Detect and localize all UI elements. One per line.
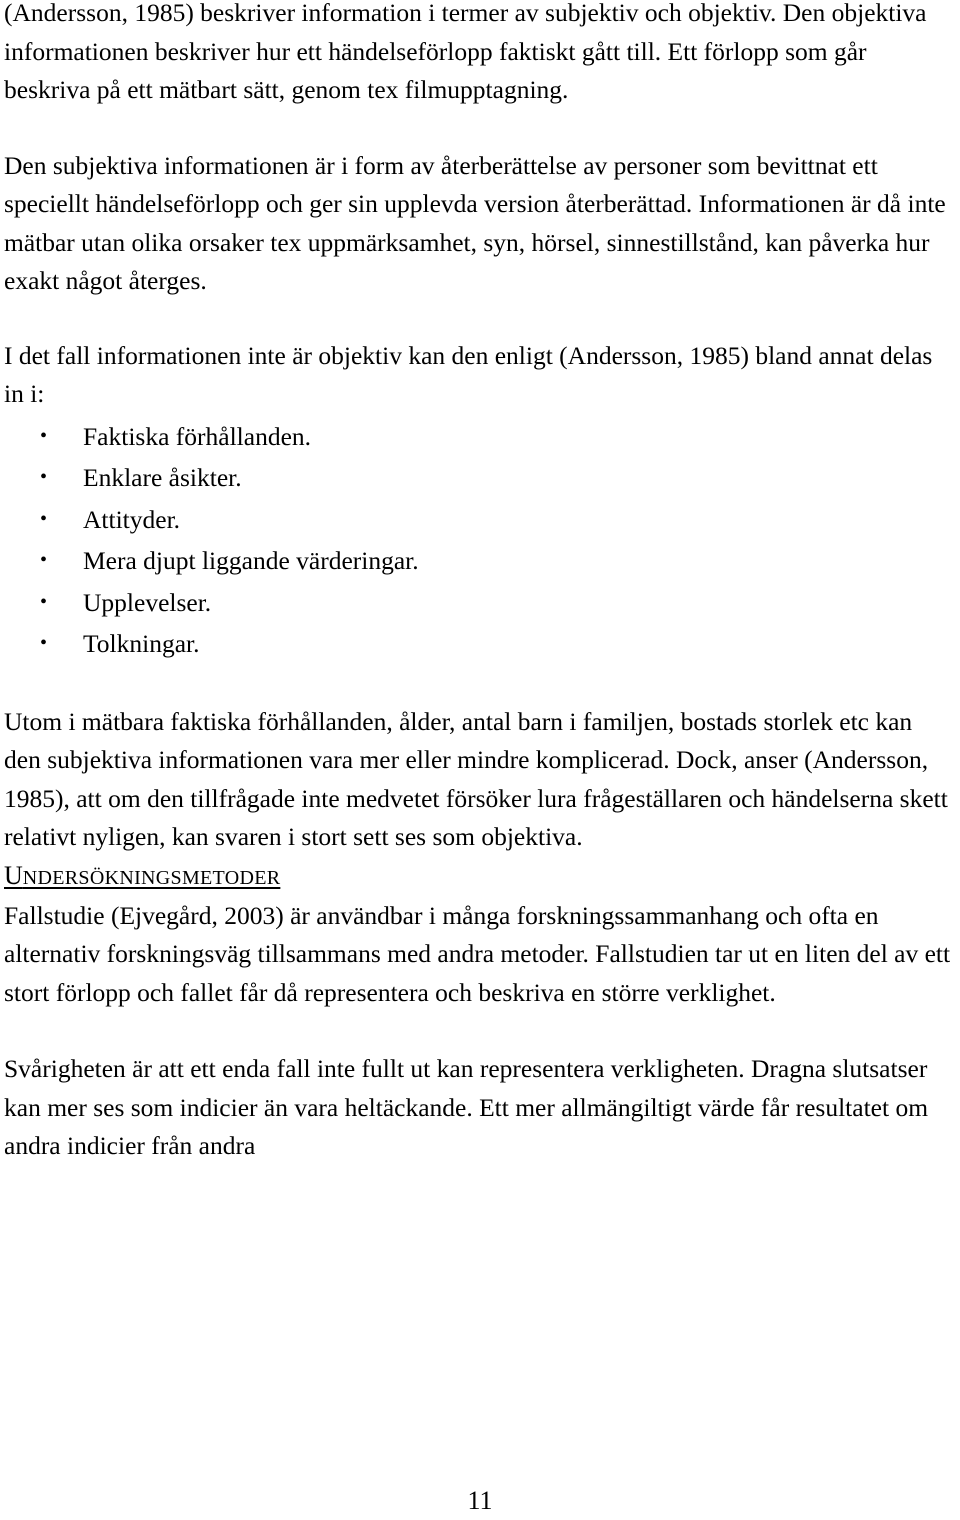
bullet-marker: • [40, 507, 48, 530]
paragraph-subjective-information: Den subjektiva informationen är i form av återberättelse av personer som bevittnat ett speciellt händelseförlopp och ger sin upplevda version återberättad. Informationen är då inte mätbar utan olika orsaker tex uppmärksamhet, syn, hörsel, sinnestillstånd, kan påverka hur exakt något återges. [4, 150, 946, 295]
list-item: • Upplevelser. [4, 582, 954, 624]
bullet-marker: • [40, 549, 48, 571]
paragraph-difficulty: Svårigheten är att ett enda fall inte fullt ut kan representera verkligheten. Dragna slutsatser kan mer ses som indicier än vara heltäckande. Ett mer allmängiltigt värde får resultatet om andra indicier från andra [4, 1054, 929, 1160]
document-page [4, 0, 954, 1166]
page-number: 11 [467, 1486, 493, 1515]
section-heading: UNDERSÖKNINGSMETODER [4, 860, 281, 890]
bullet-list [4, 416, 954, 665]
list-item: • Enklare åsikter. [4, 457, 954, 499]
list-item: • Attityder. [4, 499, 954, 541]
paragraph-case-study: Fallstudie (Ejvegård, 2003) är användbar i många forskningssammanhang och ofta en alternativ forskningsväg tillsammans med andra metoder. Fallstudien tar ut en liten del av ett stort förlopp och fallet får då representera och beskriva en större verklighet. [4, 900, 951, 1007]
list-item: • Tolkningar. [4, 623, 954, 665]
list-item: • Mera djupt liggande värderingar. [4, 540, 954, 582]
bullet-marker: • [40, 632, 48, 654]
bullet-marker: • [40, 424, 48, 447]
paragraph-objective-information: (Andersson, 1985) beskriver information i termer av subjektiv och objektiv. Den objektiva informationen beskriver hur ett händelseförlopp faktiskt gått till. Ett förlopp som går beskriva på ett mätbart sätt, genom tex filmupptagning. [4, 0, 927, 104]
paragraph-categories-intro: I det fall informationen inte är objektiv kan den enligt (Andersson, 1985) bland annat delas in i: [4, 340, 933, 408]
bullet-marker: • [40, 466, 48, 488]
paragraph-measurable-conditions: Utom i mätbara faktiska förhållanden, ålder, antal barn i familjen, bostads storlek etc kan den subjektiva informationen vara mer eller mindre komplicerad. Dock, anser (Andersson, 1985), att om den tillfrågade inte medvetet försöker lura frågeställaren och händelserna skett relativt nyligen, kan svaren i stort sett ses som objektiva. [4, 706, 948, 851]
list-item: • Faktiska förhållanden. [4, 416, 954, 458]
bullet-marker: • [40, 590, 48, 613]
